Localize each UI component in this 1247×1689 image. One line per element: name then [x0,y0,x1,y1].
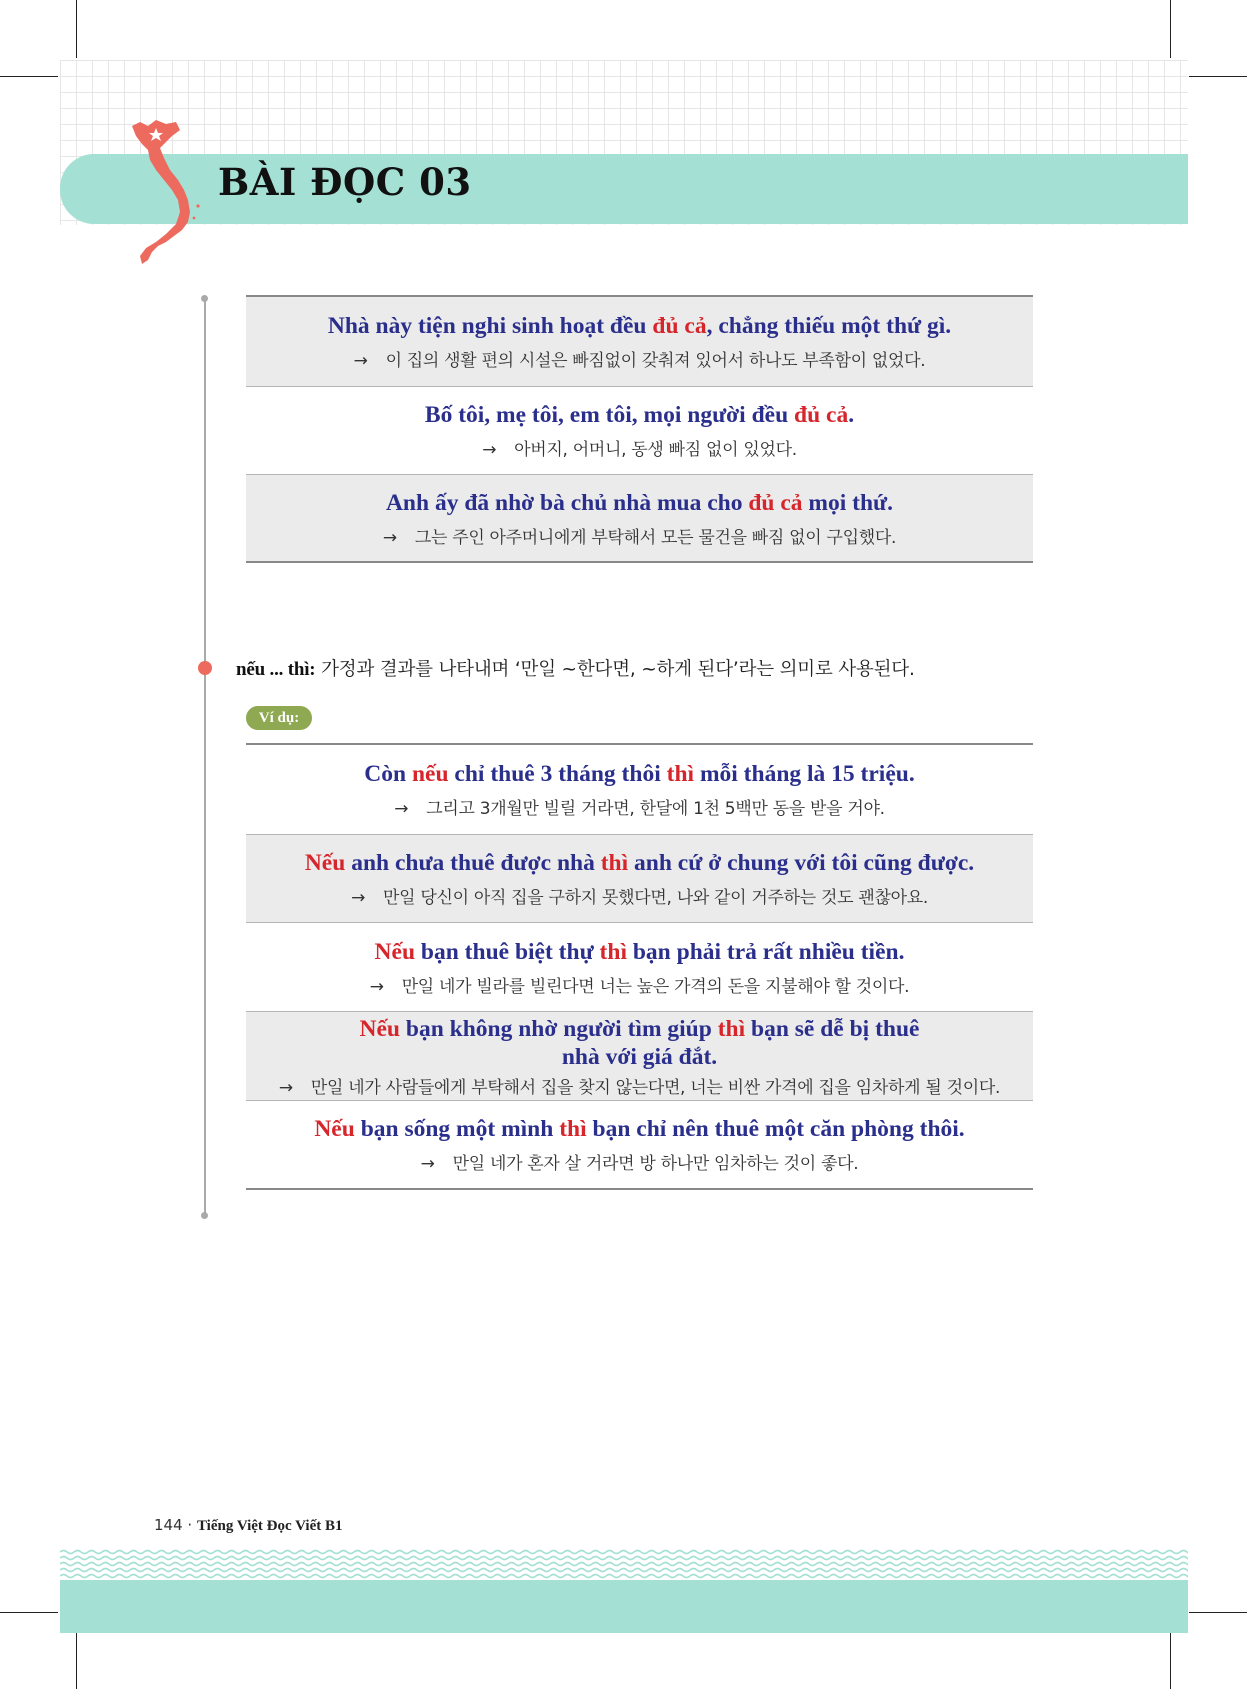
highlight-keyword: thì [666,761,695,787]
translation-text: 만일 네가 혼자 살 거라면 방 하나만 임차하는 것이 좋다. [452,1154,859,1174]
example-row [246,386,1033,474]
sentence-segment: bạn sẽ dễ bị thuê [745,1015,920,1042]
korean-translation [354,346,926,371]
example-table-bottom [246,743,1033,1190]
arrow-icon: → [382,527,397,548]
sentence-segment: , chẳng thiếu một thứ gì. [706,313,952,339]
crop-mark [76,1631,77,1689]
arrow-icon: → [351,888,366,908]
highlight-keyword: thì [717,1015,746,1042]
translation-text: 이 집의 생활 편의 시설은 빠짐없이 갖춰져 있어서 하나도 부족함이 없었다. [385,351,926,371]
sentence-segment: Nhà này tiện nghi sinh hoạt đều [327,313,653,339]
page-number: 144 [154,1516,183,1534]
wave-line [60,1551,1188,1554]
wave-line [60,1575,1188,1578]
arrow-icon: → [420,1154,435,1174]
vietnamese-sentence [328,312,951,340]
korean-translation [394,794,884,819]
korean-translation [421,1149,859,1174]
timeline-dot [201,1212,208,1219]
sentence-segment: anh chưa thuê được nhà [345,850,601,876]
vietnamese-sentence [386,489,893,517]
sentence-segment: anh cứ ở chung với tôi cũng được. [628,850,975,876]
korean-translation [279,1073,1000,1098]
crop-mark [1189,1612,1247,1613]
korean-translation [482,435,797,460]
highlight-keyword: thì [559,1116,587,1142]
example-row [246,297,1033,386]
highlight-keyword: đủ cả [652,313,707,339]
vietnamese-sentence [364,760,914,788]
page-footer [154,1516,343,1535]
example-table-top [246,295,1033,563]
korean-translation [351,883,928,908]
grammar-text: 가정과 결과를 나타내며 ‘만일 ~한다면, ~하게 된다’라는 의미로 사용된다. [315,659,915,680]
highlight-keyword: đủ cả [748,489,803,516]
translation-text: 만일 네가 사람들에게 부탁해서 집을 찾지 않는다면, 너는 비싼 가격에 집을 임차하게 될 것이다. [310,1077,1001,1098]
korean-translation [370,972,910,997]
sentence-segment: mọi thứ. [802,489,894,516]
highlight-keyword: đủ cả [794,402,849,428]
highlight-keyword: thì [599,938,627,965]
timeline-line [204,298,206,1216]
example-row [246,922,1033,1011]
sentence-segment: Còn [364,761,412,787]
translation-text: 그는 주인 아주머니에게 부탁해서 모든 물건을 빠짐 없이 구입했다. [414,527,897,548]
vietnamese-sentence [305,849,974,877]
sentence-segment: chỉ thuê 3 tháng thôi [448,761,667,787]
example-badge: Ví dụ: [246,706,312,730]
highlight-keyword: Nếu [304,850,346,876]
wave-decoration [60,1548,1188,1580]
sentence-segment: bạn sống một mình [354,1116,560,1142]
translation-text: 아버지, 어머니, 동생 빠짐 없이 있었다. [514,440,797,460]
grammar-explanation [236,655,915,681]
crop-mark [1170,1631,1171,1689]
footer-separator: · [182,1516,197,1534]
crop-mark [1170,0,1171,58]
translation-text: 만일 당신이 아직 집을 구하지 못했다면, 나와 같이 거주하는 것도 괜찮아요. [383,888,928,908]
sentence-segment: bạn phải trả rất nhiều tiền. [626,938,905,965]
vietnam-map-icon [126,118,206,266]
sentence-segment: bạn chỉ nên thuê một căn phòng thôi. [586,1116,965,1142]
vietnamese-sentence [314,1115,964,1143]
sentence-segment: . [848,402,855,428]
example-row [246,474,1033,561]
sentence-segment: nhà với giá đắt. [561,1043,718,1070]
book-title: Tiếng Việt Đọc Viết B1 [196,1518,343,1534]
vietnamese-sentence [425,401,854,429]
sentence-segment: mỗi tháng là 15 triệu. [694,761,915,787]
grammar-term: nếu ... thì: [236,659,316,680]
example-row [246,1100,1033,1188]
highlight-keyword: nếu [411,761,449,787]
grammar-bullet [198,661,212,675]
highlight-keyword: thì [600,850,629,876]
lesson-title: BÀI ĐỌC 03 [218,160,472,204]
highlight-keyword: Nếu [359,1015,400,1042]
korean-translation [383,523,896,548]
wave-line [60,1557,1188,1560]
crop-mark [1189,76,1247,77]
arrow-icon: → [278,1077,293,1098]
highlight-keyword: Nếu [314,1116,355,1142]
example-row [246,745,1033,834]
sentence-segment: bạn không nhờ người tìm giúp [400,1015,718,1042]
sentence-segment: Anh ấy đã nhờ bà chủ nhà mua cho [385,489,749,516]
translation-text: 만일 네가 빌라를 빌린다면 너는 높은 가격의 돈을 지불해야 할 것이다. [401,976,910,997]
wave-line [60,1563,1188,1566]
arrow-icon: → [353,351,368,371]
wave-line [60,1569,1188,1572]
crop-mark [0,76,58,77]
arrow-icon: → [482,440,497,460]
vietnamese-sentence [360,1015,920,1071]
highlight-keyword: Nếu [374,938,416,965]
crop-mark [76,0,77,58]
timeline-dot [201,295,208,302]
crop-mark [0,1612,58,1613]
arrow-icon: → [369,976,384,997]
sentence-segment: Bố tôi, mẹ tôi, em tôi, mọi người đều [424,402,795,428]
footer-band [60,1580,1188,1633]
example-row [246,1011,1033,1100]
example-row [246,834,1033,922]
vietnamese-sentence [375,938,905,966]
translation-text: 그리고 3개월만 빌릴 거라면, 한달에 1천 5백만 동을 받을 거야. [426,799,885,819]
sentence-segment: bạn thuê biệt thự [415,938,600,965]
arrow-icon: → [394,799,409,819]
